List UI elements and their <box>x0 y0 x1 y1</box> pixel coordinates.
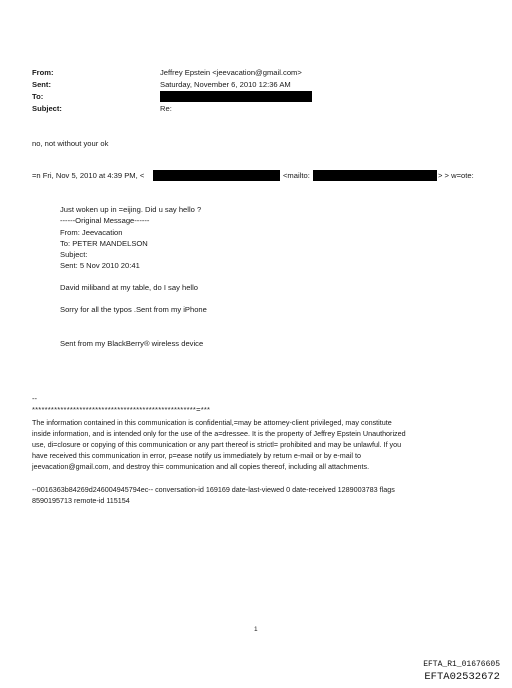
reference-stamp-1: EFTA_R1_01676605 <box>423 660 500 669</box>
metadata-line: 8590195713 remote-id 115154 <box>32 496 130 505</box>
redaction-sender-name <box>153 170 280 181</box>
sent-value: Saturday, November 6, 2010 12:36 AM <box>160 80 291 89</box>
quoted-line-blackberry: Sent from my BlackBerry® wireless device <box>60 339 204 348</box>
from-label: From: <box>32 68 54 77</box>
quoted-line: Just woken up in =eijing. Did u say hello ? <box>60 205 202 214</box>
quoted-line: ------Original Message------ <box>60 216 150 225</box>
from-value: Jeffrey Epstein <jeevacation@gmail.com> <box>160 68 302 77</box>
metadata-line: --0016363b84269d246004945794ec-- conversation-id 169169 date-last-viewed 0 date-received 1289003783 flags <box>32 485 395 494</box>
quote-suffix: > > w=ote: <box>438 171 474 180</box>
to-label: To: <box>32 92 44 101</box>
reference-stamp-2: EFTA02532672 <box>424 671 500 683</box>
disclaimer-line: have received this communication in error, p=ease notify us immediately by return e-mail or by e-mail to <box>32 451 361 460</box>
sent-label: Sent: <box>32 80 51 89</box>
page-number: 1 <box>254 626 258 633</box>
quoted-line: To: PETER MANDELSON <box>60 239 148 248</box>
subject-value: Re: <box>160 104 172 113</box>
quote-prefix: =n Fri, Nov 5, 2010 at 4:39 PM, < <box>32 171 145 180</box>
quoted-line: From: Jeevacation <box>60 228 123 237</box>
disclaimer-line: jeevacation@gmail.com, and destroy thi= communication and all copies thereof, including all attachments. <box>32 462 370 471</box>
reply-text: no, not without your ok <box>32 139 109 148</box>
redaction-sender-email <box>313 170 437 181</box>
quoted-line: Subject: <box>60 250 88 259</box>
subject-label: Subject: <box>32 104 62 113</box>
asterisk-separator: ****************************************************=*** <box>32 405 211 414</box>
redaction-to <box>160 91 312 102</box>
signature-dashes: -- <box>32 394 38 403</box>
quoted-line-david: David miliband at my table, do I say hello <box>60 283 199 292</box>
quoted-line-typos: Sorry for all the typos .Sent from my iPhone <box>60 305 207 314</box>
disclaimer-line: inside information, and is intended only for the use of the a=dressee. It is the property of Jeffrey Epstein Unauthorized <box>32 429 406 438</box>
disclaimer-line: The information contained in this communication is confidential,=may be attorney-client privileged, may constitute <box>32 418 392 427</box>
disclaimer-line: use, di=closure or copying of this communication or any part thereof is strictl= prohibited and may be unlawful. If you <box>32 440 402 449</box>
quoted-line: Sent: 5 Nov 2010 20:41 <box>60 261 140 270</box>
quote-mailto: <mailto: <box>283 171 310 180</box>
